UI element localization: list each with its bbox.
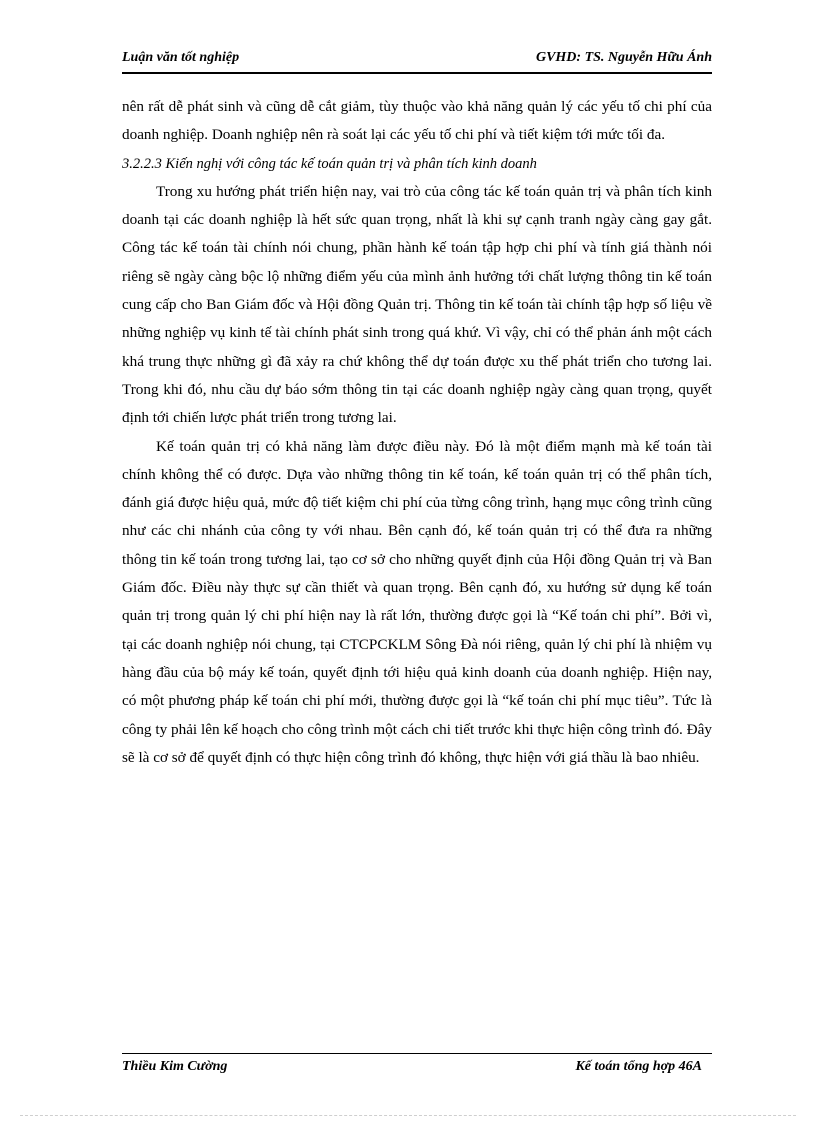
page-body [122, 93, 712, 772]
header-advisor: GVHD: TS. Nguyễn Hữu Ánh [535, 50, 712, 65]
page-footer [122, 1053, 712, 1080]
footer-class: Kế toán tổng hợp 46A [575, 1059, 702, 1074]
footer-author: Thiều Kim Cường [122, 1059, 228, 1074]
paragraph-management-accounting-ability: Kế toán quản trị có khả năng làm được điều này. Đó là một điểm mạnh mà kế toán tài chính không thể có được. Dựa vào những thông tin kế toán, kế toán quản trị có thể phân tích, đánh giá được hiệu quả, mức độ tiết kiệm chi phí của từng công trình, hạng mục công trình cũng như các chi nhánh của công ty với nhau. Bên cạnh đó, kế toán quản trị có thể đưa ra những thông tin kế toán trong tương lai, tạo cơ sở cho những quyết định của Hội đồng Quản trị và Ban Giám đốc. Điều này thực sự cần thiết và quan trọng. Bên cạnh đó, xu hướng sử dụng kế toán quản trị trong quản lý chi phí hiện nay là rất lớn, thường được gọi là “Kế toán chi phí”. Bởi vì, tại các doanh nghiệp nói chung, tại CTCPCKLM Sông Đà nói riêng, quản lý chi phí là nhiệm vụ hàng đầu của bộ máy kế toán, quyết định tới hiệu quả kinh doanh của doanh nghiệp. Hiện nay, có một phương pháp kế toán chi phí mới, thường được gọi là “kế toán chi phí mục tiêu”. Tức là công ty phải lên kế hoạch cho công trình một cách chi tiết trước khi thực hiện công trình đó. Đây sẽ là cơ sở để quyết định có thực hiện công trình đó không, thực hiện với giá thầu là bao nhiêu. [122, 437, 712, 766]
header-thesis-title: Luận văn tốt nghiệp [122, 50, 240, 65]
section-subheading: 3.2.2.3 Kiến nghị với công tác kế toán quản trị và phân tích kinh doanh [122, 155, 537, 172]
paragraph-continuation: nên rất dễ phát sinh và cũng dễ cắt giảm, tùy thuộc vào khả năng quản lý các yếu tố chi phí của doanh nghiệp. Doanh nghiệp nên rà soát lại các yếu tố chi phí và tiết kiệm tới mức tối đa. [122, 98, 712, 144]
page-header [122, 50, 712, 74]
page-bottom-edge [20, 1115, 796, 1116]
paragraph-management-accounting-role: Trong xu hướng phát triển hiện nay, vai trò của công tác kế toán quản trị và phân tích kinh doanh tại các doanh nghiệp là hết sức quan trọng, nhất là khi sự cạnh tranh ngày càng gay gắt. Công tác kế toán tài chính nói chung, phần hành kế toán tập hợp chi phí và tính giá thành nói riêng sẽ ngày càng bộc lộ những điểm yếu của mình ảnh hưởng tới chất lượng thông tin kế toán cung cấp cho Ban Giám đốc và Hội đồng Quản trị. Thông tin kế toán tài chính tập hợp số liệu về những nghiệp vụ kinh tế tài chính phát sinh trong quá khứ. Vì vậy, chỉ có thể phản ánh một cách khá trung thực những gì đã xảy ra chứ không thể dự toán được xu thế phát triển cho tương lai. Trong khi đó, nhu cầu dự báo sớm thông tin tại các doanh nghiệp ngày càng quan trọng, quyết định tới chiến lược phát triển trong tương lai. [122, 182, 712, 427]
